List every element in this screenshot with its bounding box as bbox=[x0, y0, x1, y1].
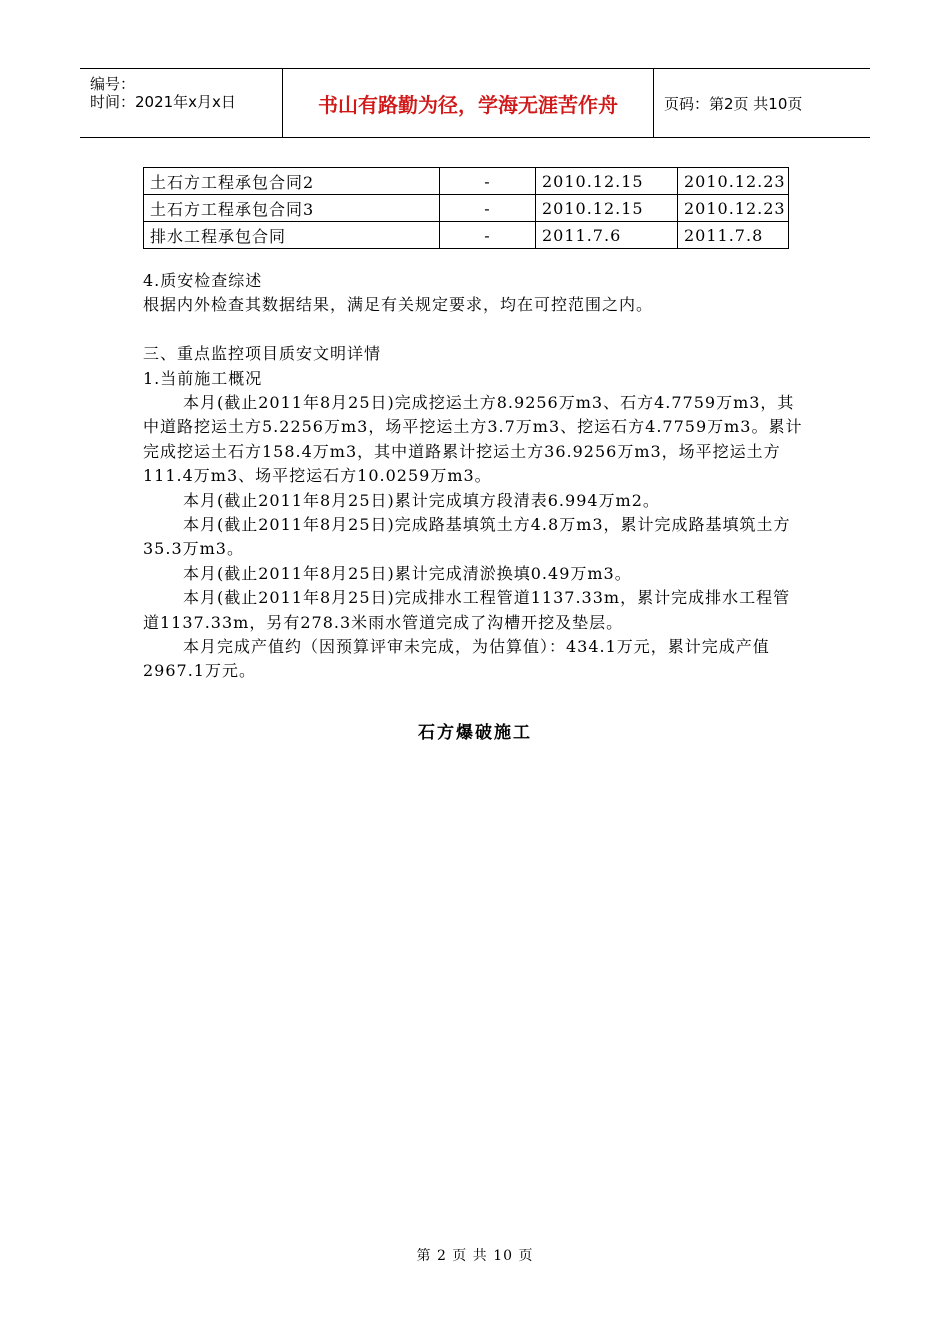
contract-dash-cell: - bbox=[440, 168, 536, 195]
contract-end-date-cell: 2010.12.23 bbox=[678, 168, 789, 195]
contract-end-date-cell: 2011.7.8 bbox=[678, 222, 789, 249]
spacer bbox=[143, 318, 807, 342]
header-motto: 书山有路勤为径，学海无涯苦作舟 bbox=[283, 69, 654, 137]
paragraph-clearing: 本月(截止2011年8月25日)累计完成填方段清表6.994万m2。 bbox=[183, 490, 660, 510]
table-row bbox=[144, 195, 789, 222]
table-row bbox=[144, 168, 789, 195]
contract-start-date-cell: 2010.12.15 bbox=[536, 168, 678, 195]
contract-dash-cell: - bbox=[440, 222, 536, 249]
page-footer: 第 2 页 共 10 页 bbox=[416, 1248, 534, 1264]
header-page-info: 页码：第2页 共10页 bbox=[664, 94, 803, 113]
contract-name-cell: 土石方工程承包合同3 bbox=[144, 195, 440, 222]
contract-dash-cell: - bbox=[440, 195, 536, 222]
serial-label: 编号： bbox=[90, 75, 136, 93]
qa-heading: 4.质安检查综述 bbox=[143, 271, 263, 290]
contract-name-cell: 土石方工程承包合同2 bbox=[144, 168, 440, 195]
contract-end-date-cell: 2010.12.23 bbox=[678, 195, 789, 222]
paragraph-desilting: 本月(截止2011年8月25日)累计完成清淤换填0.49万m3。 bbox=[183, 563, 632, 583]
section-title: 石方爆破施工 bbox=[418, 723, 532, 743]
paragraph-excavation: 本月(截止2011年8月25日)完成挖运土方8.9256万m3、石方4.7759万m3，其中道路挖运土方5.2256万m3，场平挖运土方3.7万m3、挖运石方4.7759万m3。累计完成挖运土石方158.4万m3，其中道路累计挖运土方36.9256万m3，场平挖运土方111.4万m3、场平挖运石方10.0259万m3。 bbox=[143, 393, 803, 486]
table-row bbox=[144, 222, 789, 249]
paragraph-subgrade: 本月(截止2011年8月25日)完成路基填筑土方4.8万m3，累计完成路基填筑土方35.3万m3。 bbox=[143, 515, 791, 559]
qa-text: 根据内外检查其数据结果，满足有关规定要求，均在可控范围之内。 bbox=[143, 295, 654, 315]
contract-name-cell: 排水工程承包合同 bbox=[144, 222, 440, 249]
paragraph-output-value: 本月完成产值约（因预算评审未完成，为估算值）：434.1万元，累计完成产值2967.1万元。 bbox=[143, 637, 770, 681]
body-content bbox=[143, 269, 807, 684]
contract-start-date-cell: 2010.12.15 bbox=[536, 195, 678, 222]
sub1-heading: 1.当前施工概况 bbox=[143, 368, 263, 388]
paragraph-drainage: 本月(截止2011年8月25日)完成排水工程管道1137.33m，累计完成排水工程管道1137.33m，另有278.3米雨水管道完成了沟槽开挖及垫层。 bbox=[143, 588, 791, 632]
contracts-table bbox=[143, 167, 789, 249]
contract-start-date-cell: 2011.7.6 bbox=[536, 222, 678, 249]
section3-heading: 三、重点监控项目质安文明详情 bbox=[143, 344, 382, 364]
header-meta bbox=[80, 69, 283, 137]
page-header bbox=[80, 68, 870, 138]
time-label: 时间：2021年x月x日 bbox=[90, 93, 236, 111]
